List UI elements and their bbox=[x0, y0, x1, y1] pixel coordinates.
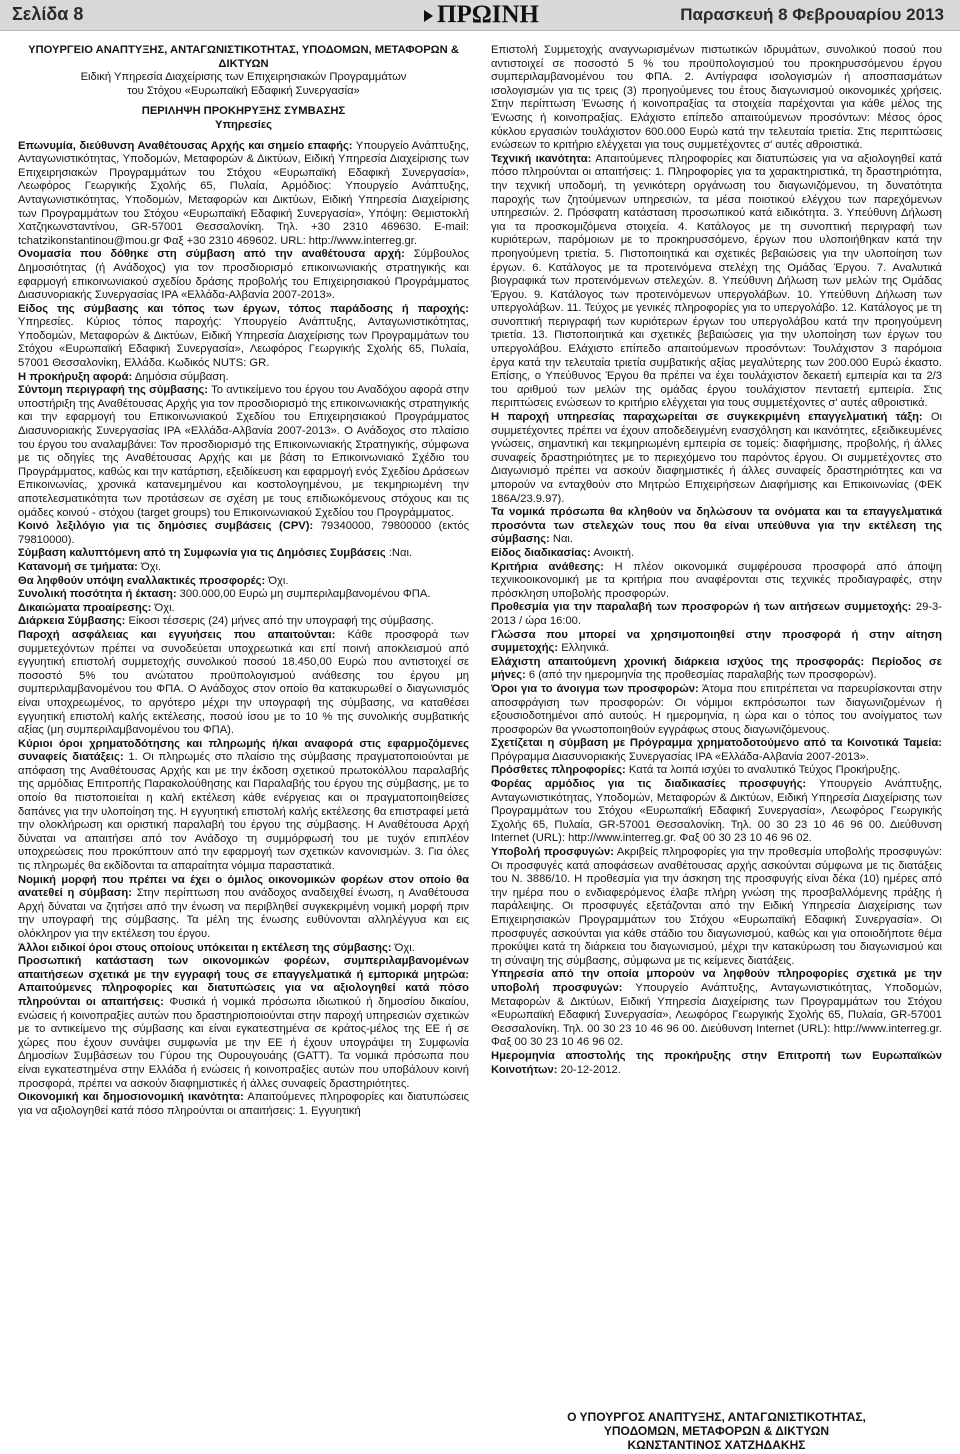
section-label: Όροι για το άνοιγμα των προσφορών: bbox=[491, 682, 699, 695]
section-label: Φορέας αρμόδιος για τις διαδικασίες προσφυγής: bbox=[491, 778, 807, 791]
section-text: Κατά τα λοιπά ισχύει το αναλυτικό Τεύχος Προκήρυξης. bbox=[628, 764, 901, 777]
section-text: Η πλέον οικονομικά συμφέρουσα προσφορά από άποψη τεχνικοοικονομική με τα κριτήρια που αναφέρονται στις τεχνικές προδιαγραφές, στην πρόσκληση υποβολής προσφορών. bbox=[491, 560, 942, 600]
section-label: Νομική μορφή που πρέπει να έχει ο όμιλος οικονομικών φορέων στον οποίο θα ανατεθεί η σύμβαση: bbox=[18, 873, 469, 900]
section-review-procedures bbox=[491, 846, 942, 968]
section-eu-funds bbox=[491, 737, 942, 764]
section-label: Πρόσθετες πληροφορίες: bbox=[491, 764, 626, 777]
signature-line-2: ΥΠΟΔΟΜΩΝ, ΜΕΤΑΦΟΡΩΝ & ΔΙΚΤΥΩΝ bbox=[603, 1424, 830, 1438]
section-label: Κοινό λεξιλόγιο για τις δημόσιες συμβάσεις (CPV): bbox=[18, 520, 314, 533]
section-label: Υπηρεσία από την οποία μπορούν να ληφθούν πληροφορίες σχετικά με την υποβολή προσφυγών: bbox=[491, 968, 942, 994]
section-text: Όχι. bbox=[140, 560, 162, 573]
section-short-description bbox=[18, 384, 469, 520]
service-line-1: Ειδική Υπηρεσία Διαχείρισης των Επιχειρησιακών Προγραμμάτων bbox=[80, 71, 407, 84]
section-contracting-authority bbox=[18, 140, 469, 249]
section-text: Κάθε προσφορά των συμμετεχόντων πρέπει να συνοδεύεται υποχρεωτικά και επί ποινή αποκλεισμού από εγγυητική επιστολή συμμετοχής συνολικού ποσού 18.450,00 Ευρώ που αντιστοιχεί σε ποσοστό 5% του ανώτατου προϋπολογισμού ανάθεσης του έργου μη συμπεριλαμβανομένου του ΦΠΑ. Ο Ανάδοχος στον οποίο θα κατακυρωθεί ο διαγωνισμός είναι υποχρεωμένος, το αργότερο μέχρι την υπογραφή της σύμβασης, να καταθέσει εγγυητική επιστολή καλής εκτέλεσης, ποσού ίσου με το 10 % της συνολικής συμβατικής αξίας (μη συμπεριλαμβανομένου του ΦΠΑ). bbox=[18, 628, 469, 737]
signatory-name: ΚΩΝΣΤΑΝΤΙΝΟΣ ΧΑΤΖΗΔΑΚΗΣ bbox=[627, 1438, 806, 1452]
section-economic-capacity bbox=[18, 1091, 469, 1118]
section-text: Όχι. bbox=[154, 601, 175, 614]
section-text: Πρόγραμμα Διασυνοριακής Συνεργασίας IPA «Ελλάδα-Αλβανία 2007-2013». bbox=[491, 750, 869, 763]
section-text: Είκοσι τέσσερις (24) μήνες από την υπογραφή της σύμβασης. bbox=[128, 615, 434, 628]
signature-block bbox=[491, 1410, 942, 1452]
section-text: Όχι. bbox=[268, 574, 289, 587]
section-cpv bbox=[18, 520, 469, 547]
section-text: 79340000, 79800000 (εκτός 79810000). bbox=[18, 520, 469, 546]
signature-line-1: Ο ΥΠΟΥΡΓΟΣ ΑΝΑΠΤΥΞΗΣ, ΑΝΤΑΓΩΝΙΣΤΙΚΟΤΗΤΑΣ, bbox=[567, 1410, 866, 1424]
section-total-quantity bbox=[18, 588, 469, 602]
section-text: 29-3-2013 / ώρα 16:00. bbox=[491, 601, 942, 627]
section-text: :Ναι. bbox=[388, 547, 413, 560]
section-legal-form bbox=[18, 874, 469, 942]
section-label: Τα νομικά πρόσωπα θα κληθούν να δηλώσουν τα ονόματα και τα επαγγελματικά προσόντα των στελεχών τους που θα είναι υπεύθυνα για την εκτέλεση της σύμβασης: bbox=[491, 506, 942, 546]
section-text: Στην περίπτωση που ανάδοχος αναδειχθεί ένωση, η Αναθέτουσα Αρχή δύναται να ζητήσει από την ένωση να περιβληθεί συγκεκριμένη νομική μορφή πριν την υπογραφή της σύμβασης. Τα μέλη της ένωσης ευθύνονται αλληλέγγυα και εις ολόκληρον για την εκτέλεση του έργου. bbox=[18, 887, 469, 940]
section-deadline bbox=[491, 601, 942, 628]
section-text: Ναι. bbox=[552, 533, 574, 546]
page-header bbox=[0, 0, 960, 31]
section-text: Σύμβουλος Δημοσιότητας (ή Ανάδοχος) για τον προσδιορισμό επικοινωνιακής στρατηγικής και εφαρμογή επικοινωνιακού σχεδίου δράσης προβολής του Επιχειρησιακού Προγράμματος Διασυνοριακής Συνεργασίας IPA «Ελλάδα-Αλβανία 2007-2013». bbox=[18, 248, 469, 302]
section-label: Θα ληφθούν υπόψη εναλλακτικές προσφορές: bbox=[18, 574, 266, 587]
newspaper-logo bbox=[424, 1, 539, 29]
section-label: Άλλοι ειδικοί όροι στους οποίους υπόκειται η εκτέλεση της σύμβασης: bbox=[18, 941, 392, 954]
section-label: Διάρκεια Σύμβασης: bbox=[18, 615, 126, 628]
section-opening bbox=[491, 683, 942, 737]
section-label: Παροχή ασφάλειας και εγγυήσεις που απαιτούνται: bbox=[18, 628, 336, 641]
section-personal-situation bbox=[18, 955, 469, 1091]
section-options bbox=[18, 602, 469, 616]
section-validity bbox=[491, 656, 942, 683]
section-label: Είδος της σύμβασης και τόπος των έργων, τόπος παράδοσης ή παροχής: bbox=[18, 302, 469, 315]
section-award-criteria bbox=[491, 561, 942, 602]
section-label: Γλώσσα που μπορεί να χρησιμοποιηθεί στην προσφορά ή στην αίτηση συμμετοχής: bbox=[491, 628, 942, 655]
section-label: Δικαιώματα προαίρεσης: bbox=[18, 601, 152, 614]
section-contract-title bbox=[18, 248, 469, 302]
section-text: 20-12-2012. bbox=[560, 1063, 621, 1076]
section-text: 300.000,00 Ευρώ μη συμπεριλαμβανομένου ΦΠΑ. bbox=[179, 588, 431, 601]
section-text: Ελληνικά. bbox=[561, 642, 610, 655]
section-review-body bbox=[491, 778, 942, 846]
section-label: Κατανομή σε τμήματα: bbox=[18, 560, 138, 573]
section-guarantees bbox=[18, 629, 469, 738]
section-review-info bbox=[491, 968, 942, 1050]
section-label: Προσωπική κατάσταση των οικονομικών φορέων, συμπεριλαμβανομένων απαιτήσεων σχετικά με την εγγραφή τους σε επαγγελματικά ή εμπορικά μητρώα: Απαιτούμενες πληροφορίες και διατυπώσεις για να αξιολογηθεί κατά πόσο πληρούνται οι απαιτήσεις: bbox=[18, 955, 469, 1008]
section-label: Σύντομη περιγραφή της σύμβασης: bbox=[18, 384, 208, 397]
section-text: Το αντικείμενο του έργου του Αναδόχου αφορά στην υποστήριξη της Αναθέτουσας Αρχής για τον προσδιορισμό της επικοινωνιακής στρατηγικής και την εφαρμογή του Επικοινωνιακού Σχεδίου του Επιχειρησιακού Προγράμματος Διασυνοριακής Συνεργασίας IPA «Ελλάδα-Αλβανία 2007-2013». Ο Ανάδοχος στο πλαίσιο του έργου του αναλαμβάνει: Τον προσδιορισμό της Επικοινωνιακής Στρατηγικής, σύμφωνα με τις οδηγίες της Αναθέτουσας Αρχής και με βάση το Επικοινωνιακό Σχέδιο του Προγράμματος, καθώς και την κατάρτιση, εξειδίκευση και εφαρμογή ενός Σχεδίου Δράσεων Επικοινωνίας, χρονικά κατανεμημένου και κοστολογημένου, με τεκμηριωμένη την αποτελεσματικότητα των προτάσεων σε σχέση με τους επιδιωκόμενους στόχους και τις ομάδες κοινού - στόχου (target groups) του Επικοινωνιακού Σχεδίου του Προγράμματος. bbox=[18, 384, 469, 519]
section-text: Φυσικά ή νομικά πρόσωπα ιδιωτικού ή δημοσίου δικαίου, ενώσεις ή κοινοπραξίες αυτών που δραστηριοποιούνται στην παροχή υπηρεσιών σχετικών με το αντικείμενο της σύμβασης και είναι εγκατεστημένα σε κράτος-μέλος της ΕΕ ή σε χώρες που έχουν συνάψει συμφωνία με την ΕΕ ή έχουν υπογράψει τη Συμφωνία Δημοσίων Συμβάσεων του Γύρου της Ουρουγουάης (GATT). Τα νομικά πρόσωπα που είναι εγκατεστημένα στην Ελλάδα ή ενώσεις ή κοινοπραξίες αυτών που υποβάλουν κοινή προσφορά, πρέπει να ασκούν διαφημιστικές ή άλλες συναφείς δραστηριότητες. bbox=[18, 995, 469, 1090]
section-label: Ελάχιστη απαιτούμενη χρονική διάρκεια ισχύος της προσφοράς: Περίοδος σε μήνες: bbox=[491, 655, 942, 682]
section-text: Οι συμμετέχοντες πρέπει να έχουν αποδεδειγμένη ενασχόληση και ικανότητες, εξειδικευμένες γνώσεις, σημαντική και τεκμηριωμένη εμπειρία σε τομείς: διαφήμισης, προβολής, ή άλλες συναφείς δραστηριότητες με το περιεχόμενο του παρόντος έργου. Οι συμμετέχοντες στο Διαγωνισμό πρέπει να ασκούν διαφημιστικές ή άλλες συναφείς δραστηριότητες και να μπορούν να ενταχθούν στο Μητρώο Επιχειρήσεων Διαφήμισης και Επικοινωνίας (ΦΕΚ 186Α/23.9.97). bbox=[491, 411, 942, 505]
play-arrow-icon bbox=[424, 10, 433, 22]
section-variants bbox=[18, 575, 469, 589]
section-label: Η προκήρυξη αφορά: bbox=[18, 370, 133, 383]
section-text: Υπουργείο Ανάπτυξης, Ανταγωνιστικότητας, Υποδομών, Μεταφορών & Δικτύων, Ειδική Υπηρεσία Διαχείρισης των Προγραμμάτων του Στόχου «Ευρωπαϊκή Εδαφική Συνεργασία», Λεωφόρος Γεωργικής Σχολής 65, Πυλαία, GR-57001 Θεσσαλονίκη. Τηλ. 00 30 23 10 46 96 00. Διεύθυνση Internet (URL): http://www.interreg.gr. Φαξ 00 30 23 10 46 96 02. bbox=[491, 778, 942, 845]
left-column bbox=[18, 44, 469, 1444]
section-label: Υποβολή προσφυγών: bbox=[491, 846, 614, 859]
section-text: Όχι. bbox=[394, 941, 415, 954]
section-language bbox=[491, 629, 942, 656]
section-text: Ανοικτή. bbox=[593, 546, 635, 559]
section-text: Ακριβείς πληροφορίες για την προθεσμία υποβολής προσφυγών: Οι προσφυγές κατά αποφάσεων αναθέτουσας αρχής ασκούνται σύμφωνα με τις διατάξεις του Ν. 3886/10. Η προθεσμία για την άσκηση της προσφυγής είναι δέκα (10) ημέρες από την ημέρα που ο ενδιαφερόμενος έλαβε πλήρη γνώση της προσβαλλόμενης πράξης ή παράλειψης. Οι προσφυγές εξετάζονται από την Ειδική Υπηρεσία Διαχείρισης των Επιχειρησιακών Προγραμμάτων του Στόχου «Ευρωπαϊκή Εδαφική Συνεργασία». Οι προσφυγές ασκούνται για κάθε στάδιο του διαγωνισμού, καθώς και για οποιοδήποτε θέμα προκύψει κατά τη διάρκεια του διαγωνισμού, μέχρι την κατακύρωση του διαγωνισμού και τη σύναψη της σύμβασης, σύμφωνα με τις κείμενες διατάξεις. bbox=[491, 846, 942, 967]
section-text: Δημόσια σύμβαση. bbox=[134, 370, 229, 383]
section-label: Ονομασία που δόθηκε στη σύμβαση από την αναθέτουσα αρχή: bbox=[18, 248, 405, 261]
section-text: Υπουργείο Ανάπτυξης, Ανταγωνιστικότητας, Υποδομών, Μεταφορών & Δικτύων, Ειδική Υπηρεσία Διαχείρισης των Προγραμμάτων του Στόχου «Ευρωπαϊκή Εδαφική Συνεργασία», Λεωφόρος Γεωργικής Σχολής 65, Πυλαία, GR-57001 Θεσσαλονίκη. Τηλ. 00 30 23 10 46 96 00. Διεύθυνση Internet (URL): http://www.interreg.gr. Φαξ 00 30 23 10 46 96 02. bbox=[491, 981, 942, 1049]
spacer bbox=[18, 133, 469, 140]
section-duration bbox=[18, 615, 469, 629]
section-label: Ημερομηνία αποστολής της προκήρυξης στην Επιτροπή των Ευρωπαϊκών Κοινοτήτων: bbox=[491, 1049, 942, 1076]
section-procedure-type bbox=[491, 547, 942, 561]
section-label: Κύριοι όροι χρηματοδότησης και πληρωμής ή/και αναφορά στις εφαρμοζόμενες συναφείς διατάξεις: bbox=[18, 737, 469, 764]
section-label: Κριτήρια ανάθεσης: bbox=[491, 560, 604, 573]
section-label: Επωνυμία, διεύθυνση Αναθέτουσας Αρχής και σημείο επαφής: bbox=[18, 139, 353, 152]
spacer bbox=[18, 98, 469, 105]
section-profession bbox=[491, 411, 942, 506]
section-lots bbox=[18, 561, 469, 575]
section-label: Σύμβαση καλυπτόμενη από τη Συμφωνία για τις Δημόσιες Συμβάσεις bbox=[18, 547, 386, 560]
section-notice-concerns bbox=[18, 371, 469, 385]
section-technical-capacity bbox=[491, 153, 942, 411]
section-text: Άτομα που επιτρέπεται να παρευρίσκονται στην αποσφράγιση των προσφορών: Οι νόμιμοι εκπρόσωποι των διαγωνιζομένων ή εξουσιοδοτημένοι από αυτούς. Η ημερομηνία, η ώρα και ο τόπος του ανοίγματος των προσφορών θα γνωστοποιηθούν εγγράφως στους διαγωνιζόμενους. bbox=[491, 682, 942, 736]
ministry-heading: ΥΠΟΥΡΓΕΙΟ ΑΝΑΠΤΥΞΗΣ, ΑΝΤΑΓΩΝΙΣΤΙΚΟΤΗΤΑΣ, ΥΠΟΔΟΜΩΝ, ΜΕΤΑΦΟΡΩΝ & ΔΙΚΤΥΩΝ bbox=[28, 44, 459, 70]
section-label: Σχετίζεται η σύμβαση με Πρόγραμμα χρηματοδοτούμενο από τα Κοινοτικά Ταμεία: bbox=[491, 737, 942, 750]
section-economic-capacity-cont bbox=[491, 44, 942, 153]
section-label: Οικονομική και δημοσιονομική ικανότητα: bbox=[18, 1091, 244, 1104]
notice-title: ΠΕΡΙΛΗΨΗ ΠΡΟΚΗΡΥΞΗΣ ΣΥΜΒΑΣΗΣ bbox=[141, 105, 346, 118]
service-line-2: του Στόχου «Ευρωπαϊκή Εδαφική Συνεργασία» bbox=[127, 84, 360, 97]
section-special-conditions bbox=[18, 942, 469, 956]
section-staff-names bbox=[491, 506, 942, 547]
section-label: Συνολική ποσότητα ή έκταση: bbox=[18, 588, 177, 601]
section-label: Τεχνική ικανότητα: bbox=[491, 152, 592, 165]
section-additional-info bbox=[491, 764, 942, 778]
section-contract-type bbox=[18, 303, 469, 371]
section-label: Η παροχή υπηρεσίας παραχωρείται σε συγκεκριμένη επαγγελματική τάξη: bbox=[491, 411, 923, 424]
section-text: Απαιτούμενες πληροφορίες και διατυπώσεις για να αξιολογηθεί κατά πόσο πληρούνται οι απαιτήσεις: 1. Εγγυητική bbox=[18, 1091, 469, 1117]
right-column bbox=[491, 44, 942, 1444]
section-text: Υπηρεσίες. Κύριος τόπος παροχής: Υπουργείο Ανάπτυξης, Ανταγωνιστικότητας, Υποδομών, Μεταφορών & Δικτύων, Ειδική Υπηρεσία Διαχείρισης των Προγραμμάτων του Στόχου «Ευρωπαϊκή Εδαφική Συνεργασία», Λεωφόρος Γεωργικής Σχολής 65, Πυλαία, 57001 Θεσσαλονίκη, Ελλάδα. Κωδικός NUTS: GR. bbox=[18, 316, 469, 370]
section-text: 6 (από την ημερομηνία της προθεσμίας παραλαβής των προσφορών). bbox=[528, 669, 877, 682]
section-text: Απαιτούμενες πληροφορίες και διατυπώσεις για να αξιολογηθεί κατά πόσο πληρούνται οι απαιτήσεις: 1. Πληροφορίες για τα χαρακτηριστικά, τη δραστηριότητα, την τεχνική υποδομή, τη γενικότερη οργάνωση του διαγωνιζόμενου, τη δυνατότητα παροχής των ζητούμενων υπηρεσιών, τα μέσα ποιοτικού ελέγχου των παρεχόμενων υπηρεσιών. 2. Πρόσφατη κατάσταση προσωπικού κατά ειδικότητα. 3. Υπεύθυνη Δήλωση για τα προσκομιζόμενα στοιχεία. 4. Κατάλογος με τη συνοπτική περιγραφή των κυριότερων, παρόμοιων με το προκηρυσσόμενο, έργων που υλοποιήθηκαν κατά την προηγούμενη τριετία. 5. Πιστοποιητικά και σχετικές βεβαιώσεις για την υλοποίηση των έργων. 6. Κατάλογος με τα προτεινόμενα στελέχη της Ομάδας Έργου. 7. Αναλυτικά βιογραφικά των προτεινόμενων στελεχών. 8. Υπεύθυνη Δήλωση των μελών της Ομάδας Έργου. 9. Κατάλογος των προτεινόμενων υπεργολάβων. 10. Υπεύθυνη Δήλωση των υπεργολάβων. 11. Τεύχος με γενικές πληροφορίες για το υπεργολάβο. 12. Κατάλογος με τη συνοπτική περιγραφή των κυριότερων έργων του υπεργολάβου κατά την προηγούμενη τριετία. 13. Πιστοποιητικά και σχετικές βεβαιώσεις για την υλοποίηση των έργων του υπεργολάβου. Ελάχιστο επίπεδο απαιτούμενων προσόντων: Τουλάχιστον 3 παρόμοια έργα κατά την τελευταία τριετία συμβατικής αξίας μεγαλύτερης των 200.000 Ευρώ έκαστο. Επίσης, ο Υπεύθυνος Έργου θα πρέπει να έχει τουλάχιστον δεκαετή εμπειρία και τα 2/3 του αριθμού των μελών της ομάδας έργου τουλάχιστον πενταετή εμπειρία. Στις περιπτώσεις ενώσεων το κριτήριο ελέγχεται για τους συμμετέχοντες σ' αυτές αθροιστικά. bbox=[491, 152, 942, 410]
section-gpa bbox=[18, 547, 469, 561]
page-number: Σελίδα 8 bbox=[12, 4, 84, 24]
issue-date: Παρασκευή 8 Φεβρουαρίου 2013 bbox=[680, 5, 944, 24]
section-payment-terms bbox=[18, 738, 469, 874]
section-text: Υπουργείο Ανάπτυξης, Ανταγωνιστικότητας, Υποδομών, Μεταφορών & Δικτύων, Ειδική Υπηρεσία Διαχείρισης των Επιχειρησιακών Προγραμμάτων του Στόχου «Ευρωπαϊκή Εδαφική Συνεργασία», Λεωφόρος Γεωργικής Σχολής 65, Πυλαία, Αρμόδιος: Υπουργείο Ανάπτυξης, Ανταγωνιστικότητας, Υποδομών, Μεταφορών και Δικτύων, Ειδική Υπηρεσία Διαχείρισης των Προγραμμάτων του Στόχου «Ευρωπαϊκή Εδαφική Συνεργασία», Υπόψη: Θεμιστοκλή Χατζηκωνσταντίνου, GR-57001 Θεσσαλονίκη. Τηλ. +30 2310 469630. E-mail: tchatzikonstantinou@mou.gr Φαξ +30 2310 469602. URL: http://www.interreg.gr. bbox=[18, 139, 469, 247]
section-label: Προθεσμία για την παραλαβή των προσφορών ή των αιτήσεων συμμετοχής: bbox=[491, 601, 912, 614]
section-label: Είδος διαδικασίας: bbox=[491, 546, 591, 559]
logo-text: ΠΡΩΙΝΗ bbox=[437, 1, 539, 28]
notice-subtitle: Υπηρεσίες bbox=[215, 118, 272, 131]
section-dispatch-date bbox=[491, 1050, 942, 1077]
section-text: 1. Οι πληρωμές στο πλαίσιο της σύμβασης πραγματοποιούνται με απόφαση της Αναθέτουσας Αρχής και με την έκδοση σχετικού πρωτοκόλλου παραλαβής της αρμόδιας Επιτροπής Παρακολούθησης και Παραλαβής του έργου της σύμβασης, με το οποίο θα πιστοποιείται η καλή εκτέλεση κάθε ενέργειας και οι πραγματοποιηθείσες δαπάνες για την υλοποίηση της. Η εγγυητική επιστολή καλής εκτέλεσης θα επιστραφεί μετά την ολοκλήρωση και οριστική παραλαβή του έργου της σύμβασης. Η Αναθέτουσα Αρχή δύναται να απαιτήσει από τον Ανάδοχο τη συμμόρφωσή του με τυχόν επιπλέον υποχρεώσεις που προκύπτουν από την εφαρμογή των σχετικών κανονισμών. 3. Για όλες τις πληρωμές θα εκδίδονται τα απαραίτητα νόμιμα παραστατικά. bbox=[18, 751, 469, 873]
section-text: Επιστολή Συμμετοχής αναγνωρισμένων πιστωτικών ιδρυμάτων, συνολικού ποσού που αντιστοιχεί σε ποσοστό 5 % του προϋπολογισμού του προκηρυσσόμενου έργου συμπεριλαμβανομένου του ΦΠΑ. 2. Αντίγραφα ισολογισμών ή αποσπασμάτων ισολογισμών για τις τρεις (3) προηγούμενες του έτους διαγωνισμού οικονομικές χρήσεις. Στην περίπτωση Ένωσης ή κοινοπραξίας τα στοιχεία παρέχονται για κάθε μέλος της Ένωσης ή κοινοπραξίας. Ελάχιστο επίπεδο απαιτούμενων προσόντων: Μέσος όρος κύκλου εργασιών τουλάχιστον 600.000 Ευρώ κατά την τελευταία τριετία. Στις περιπτώσεις ενώσεων το κριτήριο ελέγχεται για τους συμμετέχοντες σ' αυτές αθροιστικά. bbox=[491, 44, 942, 152]
